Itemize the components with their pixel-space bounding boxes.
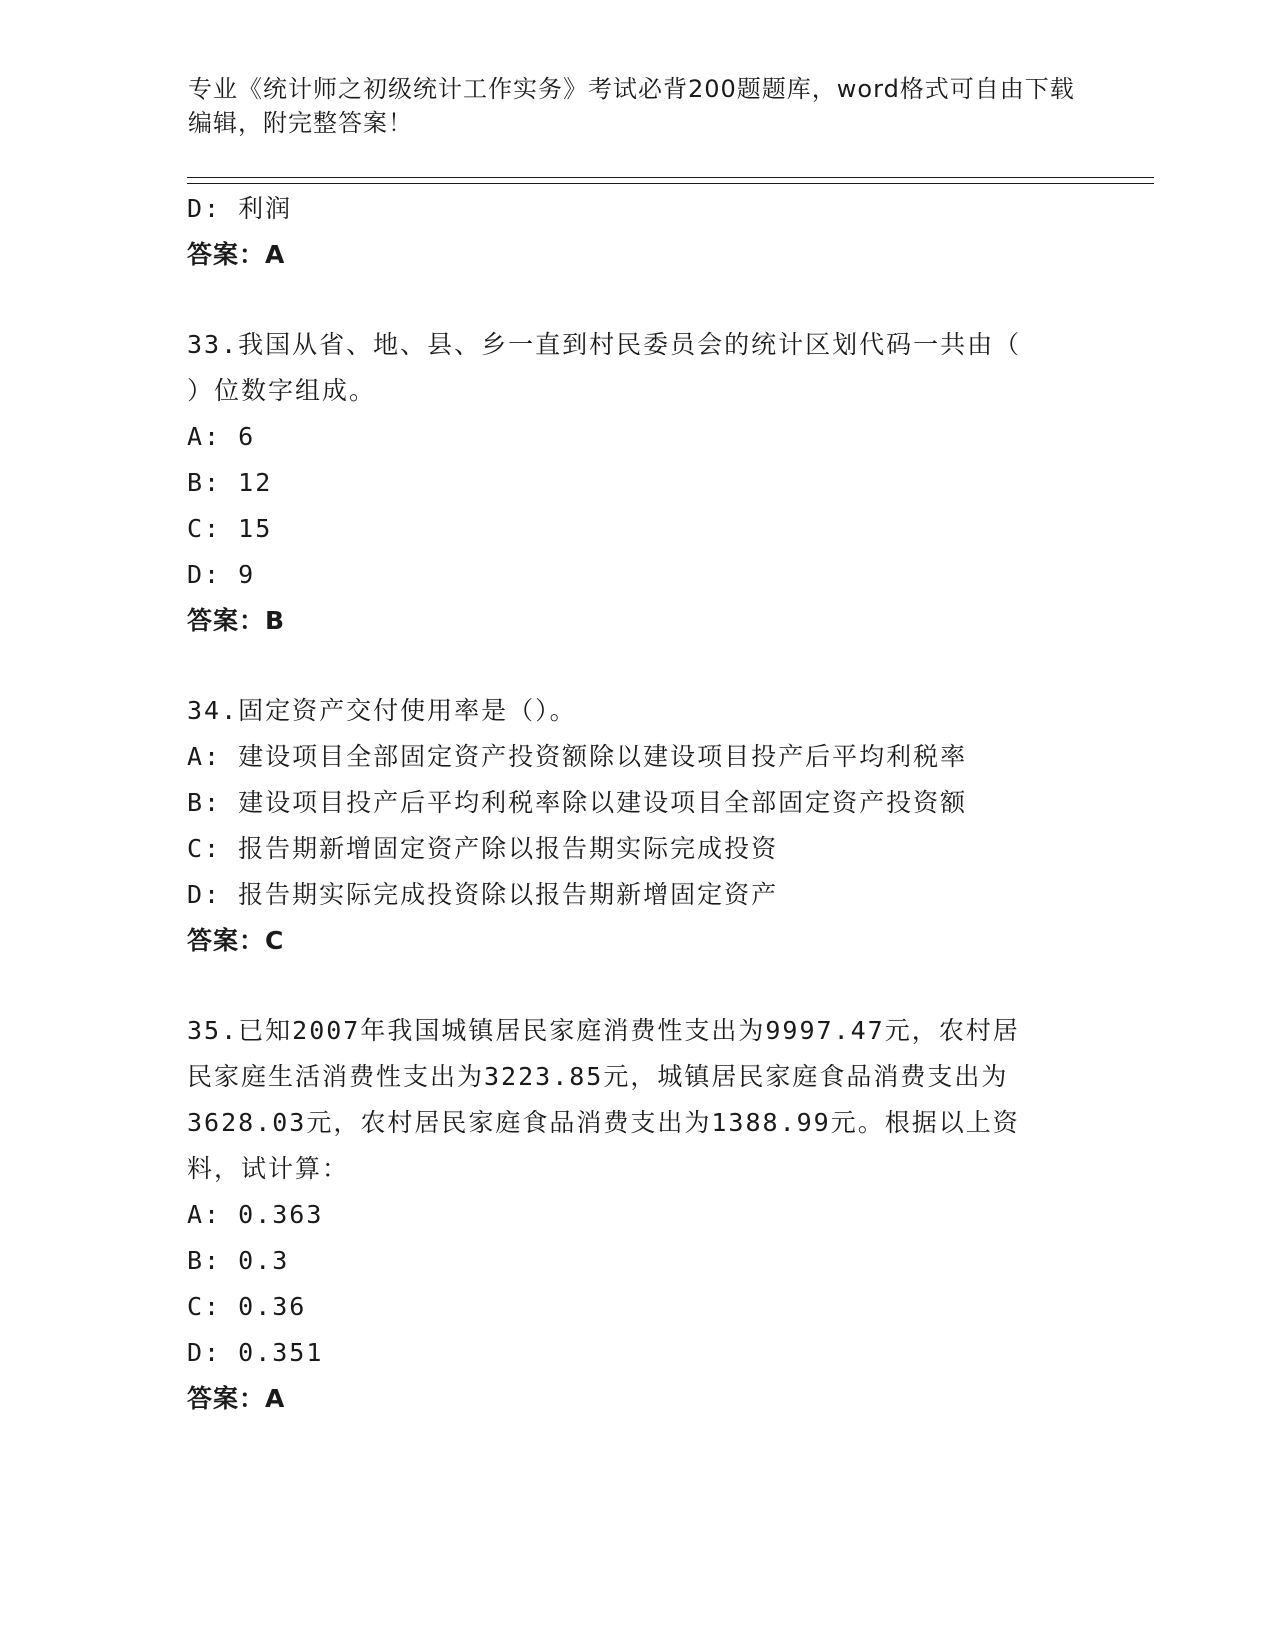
q33-stem-line-1: 33.我国从省、地、县、乡一直到村民委员会的统计区划代码一共由（ xyxy=(187,330,1022,359)
page-header xyxy=(188,72,1088,140)
q34-answer: 答案：C xyxy=(187,926,285,955)
q34-stem-line-1: 34.固定资产交付使用率是（）。 xyxy=(187,696,577,725)
q34-option-c: C: 报告期新增固定资产除以报告期实际完成投资 xyxy=(187,834,779,863)
q35-answer: 答案：A xyxy=(187,1384,286,1413)
document-body xyxy=(187,186,1087,1422)
q35-option-d: D: 0.351 xyxy=(187,1338,324,1367)
q33-stem-line-2: ）位数字组成。 xyxy=(187,376,377,405)
header-line-1: 专业《统计师之初级统计工作实务》考试必背200题题库，word格式可自由下载 xyxy=(188,75,1075,103)
header-rule-top xyxy=(187,177,1154,178)
q34-option-b: B: 建设项目投产后平均利税率除以建设项目全部固定资产投资额 xyxy=(187,788,968,817)
q33-answer: 答案：B xyxy=(187,606,286,635)
q35-stem-line-3: 3628.03元，农村居民家庭食品消费支出为1388.99元。根据以上资 xyxy=(187,1108,1020,1137)
question-33 xyxy=(187,322,1087,644)
q32-answer: 答案：A xyxy=(187,240,286,269)
q33-option-c: C: 15 xyxy=(187,514,273,543)
q32-option-d: D: 利润 xyxy=(187,194,293,223)
q35-stem-line-2: 民家庭生活消费性支出为3223.85元，城镇居民家庭食品消费支出为 xyxy=(187,1062,1009,1091)
question-34 xyxy=(187,688,1087,964)
q35-option-c: C: 0.36 xyxy=(187,1292,307,1321)
question-35 xyxy=(187,1008,1087,1422)
q35-option-b: B: 0.3 xyxy=(187,1246,290,1275)
q33-option-d: D: 9 xyxy=(187,560,256,589)
q33-option-b: B: 12 xyxy=(187,468,273,497)
q34-option-a: A: 建设项目全部固定资产投资额除以建设项目投产后平均利税率 xyxy=(187,742,968,771)
question-spacer xyxy=(187,278,1087,322)
header-rule-bottom xyxy=(187,183,1154,184)
q35-stem-line-1: 35.已知2007年我国城镇居民家庭消费性支出为9997.47元，农村居 xyxy=(187,1016,1020,1045)
q35-stem-line-4: 料，试计算： xyxy=(187,1154,350,1183)
q35-option-a: A: 0.363 xyxy=(187,1200,324,1229)
header-line-2: 编辑，附完整答案！ xyxy=(188,109,413,137)
question-spacer xyxy=(187,644,1087,688)
q34-option-d: D: 报告期实际完成投资除以报告期新增固定资产 xyxy=(187,880,779,909)
question-spacer xyxy=(187,964,1087,1008)
q33-option-a: A: 6 xyxy=(187,422,256,451)
